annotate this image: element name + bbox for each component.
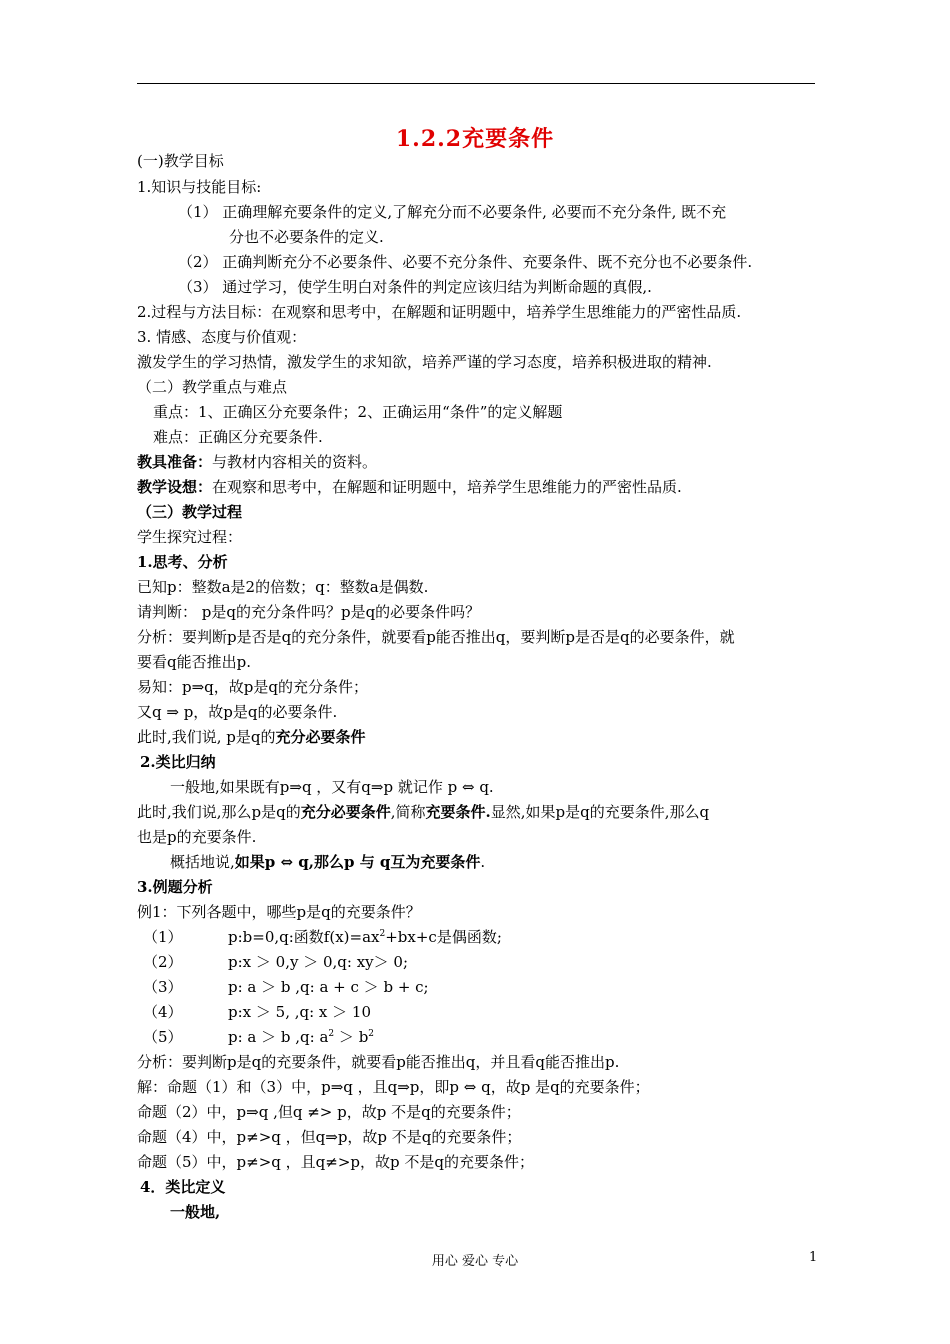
analysis-line-2: 要看q能否推出p. xyxy=(137,653,251,671)
example-item: p:b=0,q:函数$f(x)=ax^2+bx+c$是偶函数; xyxy=(228,928,502,946)
objective-item-1: （1） 正确理解充要条件的定义,了解充分而不必要条件, 必要而不充分条件, 既不充 xyxy=(178,203,727,221)
conclusion-term: 充分必要条件 xyxy=(275,728,366,746)
judge-question: 请判断： p是q的充分条件吗？p是q的必要条件吗？ xyxy=(137,603,481,621)
teaching-design-label: 教学设想： xyxy=(137,478,213,496)
subsection-analogy-definition: 4．类比定义 xyxy=(140,1178,226,1196)
objective-attitude-text: 激发学生的学习热情，激发学生的求知欲，培养严谨的学习态度，培养积极进取的精神. xyxy=(137,353,712,371)
example-item-number: （3） xyxy=(143,978,183,996)
example-analysis: 分析：要判断p是q的充要条件，就要看p能否推出q，并且看q能否推出p. xyxy=(137,1053,620,1071)
key-point: 重点：1、正确区分充要条件；2、正确运用“条件”的定义解题 xyxy=(153,403,563,421)
difficult-point: 难点：正确区分充要条件. xyxy=(153,428,323,446)
page-number: 1 xyxy=(809,1250,818,1265)
example-prompt: 例1：下列各题中，哪些p是q的充要条件？ xyxy=(137,903,421,921)
teaching-design-text: 在观察和思考中，在解题和证明题中，培养学生思维能力的严密性品质. xyxy=(212,478,682,496)
given-statement: 已知p：整数a是2的倍数；q：整数a是偶数. xyxy=(137,578,429,596)
example-item-number: （5） xyxy=(143,1028,183,1046)
example-item: p:x ＞ 0,y ＞ 0,q: xy＞ 0; xyxy=(228,953,409,971)
definition-term-short: 充要条件. xyxy=(425,803,491,821)
objective-item-1-continued: 分也不必要条件的定义. xyxy=(229,228,384,246)
subsection-think-analyze: 1.思考、分析 xyxy=(137,553,228,571)
teaching-tools-label: 教具准备： xyxy=(137,453,213,471)
teaching-tools xyxy=(137,452,377,472)
definition-term-full: 充分必要条件 xyxy=(300,803,391,821)
summary-line xyxy=(170,852,485,872)
process-intro: 学生探究过程： xyxy=(137,528,243,546)
objective-item-2: （2） 正确判断充分不必要条件、必要不充分条件、充要条件、既不充分也不必要条件. xyxy=(178,253,753,271)
solution-line-4: 命题（5）中，p≠>q ，且q≠>p，故p 不是q的充要条件； xyxy=(137,1153,534,1171)
example-item-number: （1） xyxy=(143,928,183,946)
example-item-number: （2） xyxy=(143,953,183,971)
conclusion-text: 此时,我们说, p是q的 xyxy=(137,728,276,746)
summary-post: . xyxy=(480,853,486,871)
example-item: p: a ＞ b ,q: $a^2 > b^2$ xyxy=(228,1028,375,1046)
section-heading-objectives: (一)教学目标 xyxy=(137,152,224,170)
definition-part-c: ,简称 xyxy=(390,803,426,821)
teaching-tools-text: 与教材内容相关的资料。 xyxy=(212,453,378,471)
objective-knowledge-heading: 1.知识与技能目标: xyxy=(137,178,262,196)
subsection-examples: 3.例题分析 xyxy=(137,878,213,896)
conclusion-line xyxy=(137,727,366,747)
definition-line xyxy=(137,802,709,822)
header-rule xyxy=(137,83,815,84)
example-item: p: a ＞ b ,q: a + c ＞ b + c; xyxy=(228,978,429,996)
summary-pre: 概括地说, xyxy=(170,853,235,871)
easy-to-know: 易知：p⇒q，故p是q的充分条件； xyxy=(137,678,368,696)
example-item: p:x ＞ 5, ,q: x ＞ 10 xyxy=(228,1003,372,1021)
example-item-number: （4） xyxy=(143,1003,183,1021)
teaching-design xyxy=(137,477,682,497)
analysis-line-1: 分析：要判断p是否是q的充分条件，就要看p能否推出q，要判断p是否是q的必要条件，就 xyxy=(137,628,735,646)
section-heading-key-points: （二）教学重点与难点 xyxy=(137,378,288,396)
solution-line-3: 命题（4）中，p≠>q ，但q⇒p，故p 不是q的充要条件； xyxy=(137,1128,522,1146)
objective-process: 2.过程与方法目标：在观察和思考中，在解题和证明题中，培养学生思维能力的严密性品质. xyxy=(137,303,742,321)
objective-item-3: （3） 通过学习，使学生明白对条件的判定应该归结为判断命题的真假,. xyxy=(178,278,652,296)
objective-attitude-heading: 3. 情感、态度与价值观： xyxy=(137,328,307,346)
definition-part-a: 此时,我们说,那么p是q的 xyxy=(137,803,301,821)
section-heading-process: （三）教学过程 xyxy=(137,503,243,521)
summary-bold: 如果p ⇔ q,那么p 与 q互为充要条件 xyxy=(234,853,481,871)
subsection-analogy: 2.类比归纳 xyxy=(140,753,216,771)
solution-line-1: 解：命题（1）和（3）中，p⇒q ，且q⇒p，即p ⇔ q，故p 是q的充要条件； xyxy=(137,1078,650,1096)
definition-part-e: 显然,如果p是q的充要条件,那么q xyxy=(490,803,710,821)
definition-line-2: 也是p的充要条件. xyxy=(137,828,257,846)
general-definition: 一般地,如果既有p⇒q ，又有q⇒p 就记作 p ⇔ q. xyxy=(170,778,494,796)
also-statement: 又q ⇒ p，故p是q的必要条件. xyxy=(137,703,338,721)
analogy-definition-text: 一般地, xyxy=(170,1203,221,1221)
page-title: 1.2.2充要条件 xyxy=(395,126,555,152)
page-footer: 用心 爱心 专心 xyxy=(431,1254,519,1269)
solution-line-2: 命题（2）中，p⇒q ,但q ≠> p，故p 不是q的充要条件； xyxy=(137,1103,521,1121)
